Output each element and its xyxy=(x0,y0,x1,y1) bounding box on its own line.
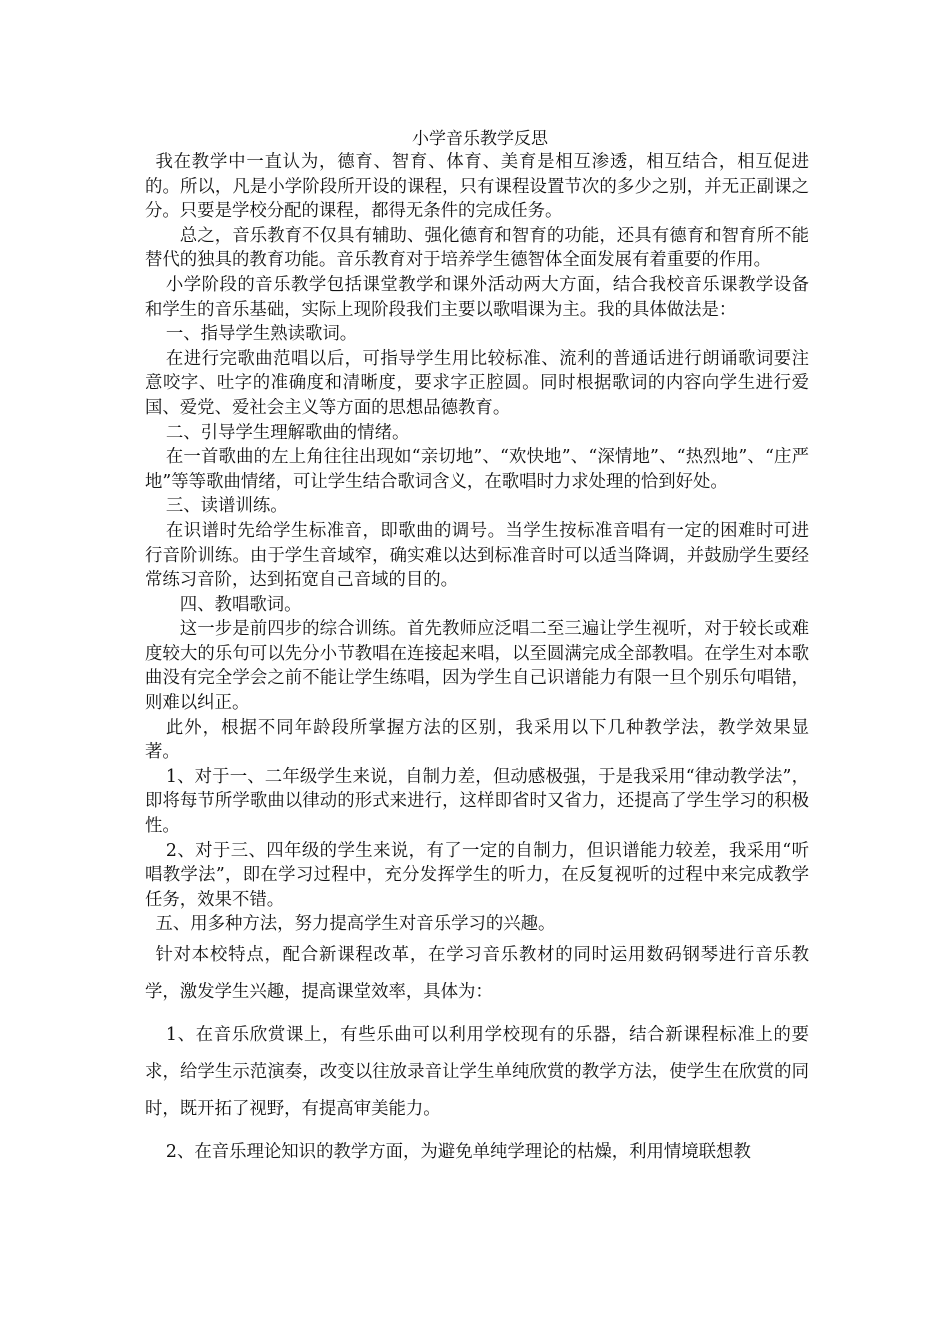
paragraph-8: 此外，根据不同年龄段所掌握方法的区别，我采用以下几种教学法，教学效果显著。 xyxy=(145,717,809,763)
paragraph-3: 小学阶段的音乐教学包括课堂教学和课外活动两大方面，结合我校音乐课教学设备和学生的音乐基础，实际上现阶段我们主要以歌唱课为主。我的具体做法是： xyxy=(145,274,809,320)
document-body xyxy=(145,150,809,1171)
heading-5: 五、用多种方法，努力提高学生对音乐学习的兴趣。 xyxy=(155,914,556,935)
paragraph-6: 在识谱时先给学生标准音，即歌曲的调号。当学生按标准音唱有一定的困难时可进行音阶训练。由于学生音域窄，确实难以达到标准音时可以适当降调，并鼓励学生要经常练习音阶，达到拓宽自己音域的目的。 xyxy=(145,520,809,591)
list-item-4: 2、在音乐理论知识的教学方面，为避免单纯学理论的枯燥，利用情境联想教 xyxy=(165,1142,751,1162)
document-title: 小学音乐教学反思 xyxy=(412,129,548,149)
heading-1: 一、指导学生熟读歌词。 xyxy=(165,324,358,345)
paragraph-5: 在一首歌曲的左上角往往出现如“亲切地”、“欢快地”、“深情地”、“热烈地”、“庄严地”等等歌曲情绪，可让学生结合歌词含义，在歌唱时力求处理的恰到好处。 xyxy=(145,447,809,492)
list-item-1: 1、对于一、二年级学生来说，自制力差，但动感极强，于是我采用“律动教学法”，即将每节所学歌曲以律动的形式来进行，这样即省时又省力，还提高了学生学习的积极性。 xyxy=(145,766,809,837)
heading-2: 二、引导学生理解歌曲的情绪。 xyxy=(165,422,410,443)
paragraph-2: 总之，音乐教育不仅具有辅助、强化德育和智育的功能，还具有德育和智育所不能替代的独具的教育功能。音乐教育对于培养学生德智体全面发展有着重要的作用。 xyxy=(145,225,809,271)
heading-3: 三、读谱训练。 xyxy=(165,496,288,517)
list-item-2: 2、对于三、四年级的学生来说，有了一定的自制力，但识谱能力较差，我采用“听唱教学法”，即在学习过程中，充分发挥学生的听力，在反复视听的过程中来完成教学任务，效果不错。 xyxy=(145,840,809,910)
paragraph-7: 这一步是前四步的综合训练。首先教师应泛唱二至三遍让学生视听，对于较长或难度较大的乐句可以先分小节教唱在连接起来唱，以至圆满完成全部教唱。在学生对本歌曲没有完全学会之前不能让学生练唱，因为学生自己识谱能力有限一旦个别乐句唱错，则难以纠正。 xyxy=(145,619,809,714)
heading-4: 四、教唱歌词。 xyxy=(179,594,302,615)
paragraph-9: 针对本校特点，配合新课程改革，在学习音乐教材的同时运用数码钢琴进行音乐教学，激发学生兴趣，提高课堂效率，具体为： xyxy=(145,945,809,1002)
list-item-3: 1、在音乐欣赏课上，有些乐曲可以利用学校现有的乐器，结合新课程标准上的要求，给学生示范演奏，改变以往放录音让学生单纯欣赏的教学方法，使学生在欣赏的同时，既开拓了视野，有提高审美能力。 xyxy=(145,1025,809,1119)
paragraph-4: 在进行完歌曲范唱以后，可指导学生用比较标准、流利的普通话进行朗诵歌词要注意咬字、吐字的准确度和清晰度，要求字正腔圆。同时根据歌词的内容向学生进行爱国、爱党、爱社会主义等方面的思想品德教育。 xyxy=(145,348,809,418)
paragraph-1: 我在教学中一直认为，德育、智育、体育、美育是相互渗透，相互结合，相互促进的。所以，凡是小学阶段所开设的课程，只有课程设置节次的多少之别，并无正副课之分。只要是学校分配的课程，都得无条件的完成任务。 xyxy=(145,152,809,222)
